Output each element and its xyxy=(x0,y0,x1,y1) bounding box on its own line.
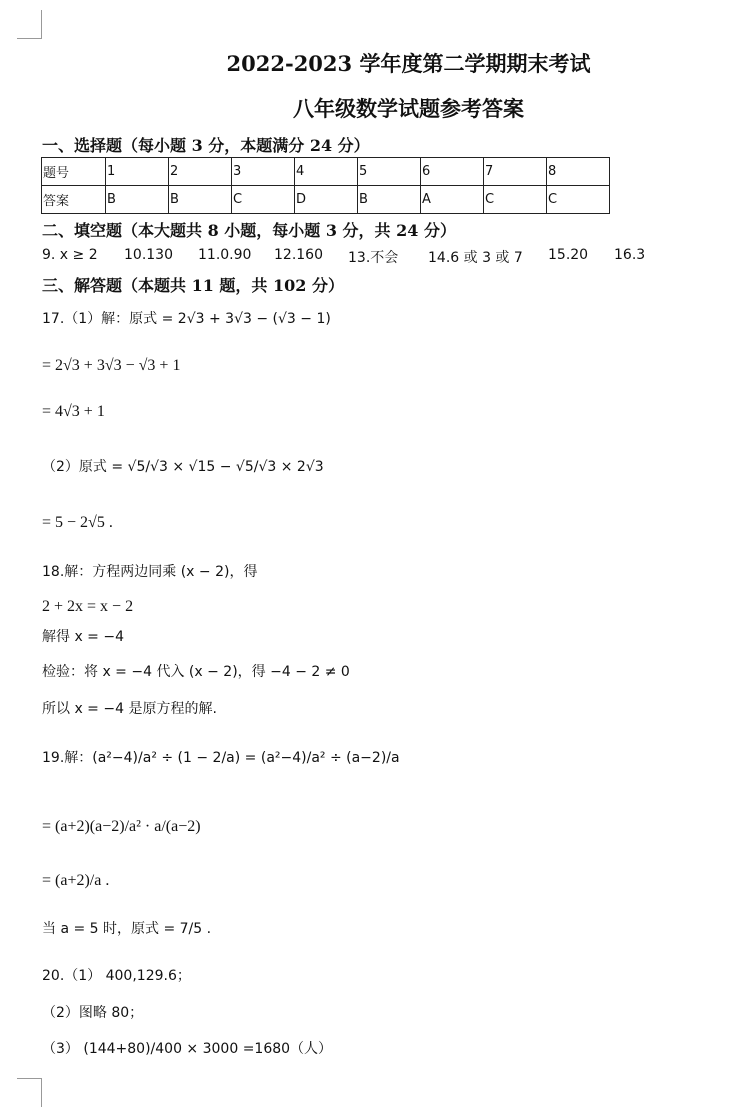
q18-line-1: 18.解：方程两边同乘 (x − 2)，得 xyxy=(42,564,258,580)
table-row xyxy=(42,158,610,186)
fill-answer: 12.160 xyxy=(274,247,323,263)
table-cell: 4 xyxy=(295,158,358,186)
table-cell: 2 xyxy=(169,158,232,186)
section-3-heading: 三、解答题（本题共 11 题，共 102 分） xyxy=(42,276,344,295)
document-title: 2022-2023 学年度第二学期期末考试 xyxy=(226,51,591,76)
q18-line-5: 所以 x = −4 是原方程的解. xyxy=(42,701,217,717)
table-cell: 7 xyxy=(484,158,547,186)
q18-line-3: 解得 x = −4 xyxy=(42,629,125,645)
fill-blank-answers xyxy=(42,247,702,267)
page-corner-mark-top xyxy=(17,10,42,39)
q18-line-2: 2 + 2x = x − 2 xyxy=(42,598,134,615)
table-row xyxy=(42,186,610,214)
table-cell: 5 xyxy=(358,158,421,186)
q17-line-1: 17.（1）解：原式 = 2√3 + 3√3 − (√3 − 1) xyxy=(42,311,331,327)
table-cell: B xyxy=(106,186,169,214)
q20-line-1: 20.（1） 400,129.6； xyxy=(42,968,191,984)
table-cell: 3 xyxy=(232,158,295,186)
table-cell: C xyxy=(484,186,547,214)
table-cell: C xyxy=(232,186,295,214)
table-cell: B xyxy=(169,186,232,214)
table-cell: 8 xyxy=(547,158,610,186)
q19-line-3: = (a+2)/a . xyxy=(42,872,110,889)
document-subtitle: 八年级数学试题参考答案 xyxy=(293,96,524,121)
row-label-answer: 答案 xyxy=(42,186,106,214)
q20-line-3: （3） (144+80)/400 × 3000 =1680（人） xyxy=(42,1041,333,1057)
fill-answer: 13.不会 xyxy=(348,250,399,266)
q19-line-4: 当 a = 5 时，原式 = 7/5 . xyxy=(42,921,212,937)
table-cell: C xyxy=(547,186,610,214)
q17-line-2: = 2√3 + 3√3 − √3 + 1 xyxy=(42,357,181,374)
section-1-heading: 一、选择题（每小题 3 分，本题满分 24 分） xyxy=(42,136,370,155)
q17-line-4: （2）原式 = √5/√3 × √15 − √5/√3 × 2√3 xyxy=(42,459,324,475)
fill-answer: 10.130 xyxy=(124,247,173,263)
fill-answer: 14.6 或 3 或 7 xyxy=(428,250,523,266)
q17-line-5: = 5 − 2√5 . xyxy=(42,514,113,531)
table-cell: 6 xyxy=(421,158,484,186)
q19-line-1: 19.解：(a²−4)/a² ÷ (1 − 2/a) = (a²−4)/a² ÷ (a−2)/a xyxy=(42,750,400,766)
row-label-number: 题号 xyxy=(42,158,106,186)
q19-line-2: = (a+2)(a−2)/a² · a/(a−2) xyxy=(42,818,201,835)
fill-answer: 15.20 xyxy=(548,247,589,263)
fill-answer: 16.3 xyxy=(614,247,646,263)
q18-line-4: 检验：将 x = −4 代入 (x − 2)，得 −4 − 2 ≠ 0 xyxy=(42,664,350,680)
fill-answer: 11.0.90 xyxy=(198,247,252,263)
table-cell: A xyxy=(421,186,484,214)
page-corner-mark-bottom xyxy=(17,1078,42,1107)
q17-line-3: = 4√3 + 1 xyxy=(42,403,105,420)
section-2-heading: 二、填空题（本大题共 8 小题，每小题 3 分，共 24 分） xyxy=(42,221,456,240)
fill-answer: 9. x ≥ 2 xyxy=(42,247,98,263)
table-cell: D xyxy=(295,186,358,214)
choice-answer-table xyxy=(41,157,610,214)
table-cell: B xyxy=(358,186,421,214)
table-cell: 1 xyxy=(106,158,169,186)
q20-line-2: （2）图略 80； xyxy=(42,1005,144,1021)
